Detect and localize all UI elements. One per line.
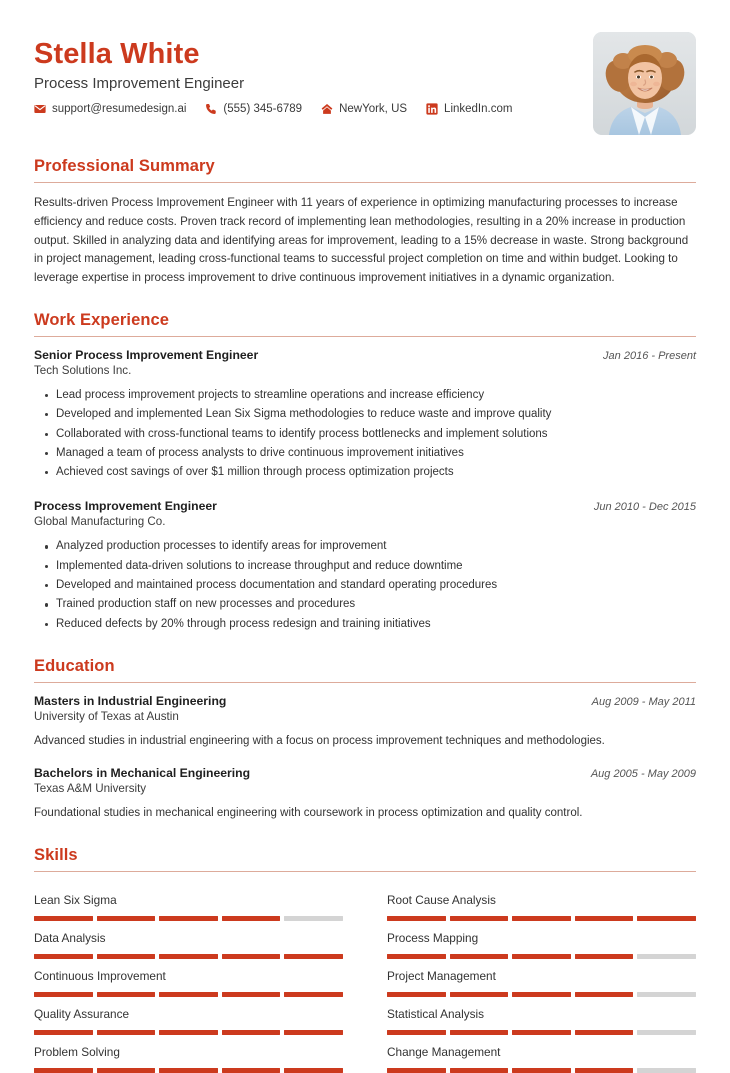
bullet-item: Collaborated with cross-functional teams to identify process bottlenecks and implement solutions [34,425,696,444]
phone-icon [205,103,217,115]
education-entry [34,694,696,750]
work-entry-title: Process Improvement Engineer [34,499,217,514]
work-entry [34,499,696,634]
skill-level-segment [284,1068,343,1073]
contact-location-value: NewYork, US [339,103,408,116]
skill-name: Root Cause Analysis [387,892,496,907]
linkedin-icon [426,103,438,115]
skill-level-segment [159,1068,218,1073]
bullet-item: Implemented data-driven solutions to increase throughput and reduce downtime [34,557,696,576]
skill-name: Quality Assurance [34,1006,130,1021]
bullet-item: Trained production staff on new processes and procedures [34,595,696,614]
skill-name: Process Mapping [387,930,479,945]
avatar [593,32,696,135]
work-entry-organization: Tech Solutions Inc. [34,363,132,377]
skill-item [34,959,343,997]
candidate-job-title: Process Improvement Engineer [34,75,245,93]
section-education [34,657,696,823]
bullet-item: Analyzed production processes to identify areas for improvement [34,537,696,556]
section-skills [34,846,696,1073]
skill-item [387,921,696,959]
skill-item [34,883,343,921]
skill-name: Project Management [387,968,496,983]
section-title-education: Education [34,657,115,676]
work-entry-head [34,348,696,362]
home-icon [321,103,333,115]
skill-item [387,883,696,921]
skill-level-bar [387,1068,696,1073]
bullet-item: Achieved cost savings of over $1 million through process optimization projects [34,463,696,482]
skill-level-segment [97,1068,156,1073]
work-entry-date: Jun 2010 - Dec 2015 [593,501,696,514]
skill-item [387,959,696,997]
contact-phone[interactable] [205,103,302,115]
skill-name: Continuous Improvement [34,968,166,983]
section-title-summary: Professional Summary [34,157,215,175]
skill-name: Data Analysis [34,930,106,945]
work-entry-title: Senior Process Improvement Engineer [34,347,259,362]
education-entry-head [34,694,696,708]
contact-linkedin-value: LinkedIn.com [444,103,513,116]
contact-linkedin[interactable] [426,103,512,115]
resume-header [34,30,696,135]
education-entry [34,766,696,822]
education-entry-date: Aug 2005 - May 2009 [590,768,696,781]
skill-item [34,997,343,1035]
skill-level-segment [34,1068,93,1073]
header-text-block [34,30,512,115]
email-icon [34,103,46,115]
section-divider [34,682,696,683]
skill-name: Statistical Analysis [387,1006,485,1021]
bullet-item: Lead process improvement projects to streamline operations and increase efficiency [34,386,696,405]
education-entry-date: Aug 2009 - May 2011 [591,696,696,709]
education-entry-title: Bachelors in Mechanical Engineering [34,766,251,781]
skill-item [387,1035,696,1073]
skill-level-segment [575,1068,634,1073]
summary-text: Results-driven Process Improvement Engineer with 11 years of experience in optimizing manufacturing processes to increase efficiency and reduce costs. Proven track record of implementing lean methodologies, resulting in a 20% increase in production output. Skilled in analyzing data and identifying areas for improvement, leading to a 15% decrease in waste. Strong background in project management, leading cross-functional teams to successful project completion on time and within budget. Looking to leverage expertise in process improvement to drive continuous improvement initiatives in a dynamic organization. [34,196,689,285]
contact-email[interactable] [34,103,186,115]
section-title-skills: Skills [34,845,78,864]
section-divider [34,871,696,872]
work-entry-head [34,499,696,513]
skills-grid [34,883,696,1073]
skill-level-segment [637,1068,696,1073]
education-entry-description: Foundational studies in mechanical engineering with coursework in process optimization and quality control. [34,807,583,820]
section-divider [34,336,696,337]
contact-phone-value: (555) 345-6789 [223,103,303,116]
skill-level-segment [512,1068,571,1073]
bullet-item: Developed and implemented Lean Six Sigma methodologies to reduce waste and improve quality [34,405,696,424]
work-entry-bullets [34,386,696,483]
skill-item [387,997,696,1035]
section-divider [34,182,696,183]
skill-level-segment [387,1068,446,1073]
candidate-name: Stella White [34,38,200,70]
skill-item [34,921,343,959]
contact-email-value: support@resumedesign.ai [52,103,187,116]
work-entry-bullets [34,537,696,634]
education-entry-title: Masters in Industrial Engineering [34,694,227,709]
work-entry-date: Jan 2016 - Present [603,349,696,362]
skill-name: Problem Solving [34,1044,120,1059]
education-entry-organization: University of Texas at Austin [34,710,179,724]
education-entry-organization: Texas A&M University [34,782,147,796]
education-entry-head [34,766,696,780]
skill-level-bar [34,1068,343,1073]
skill-name: Change Management [387,1044,501,1059]
skill-name: Lean Six Sigma [34,892,117,907]
work-entry-organization: Global Manufacturing Co. [34,515,166,529]
skill-level-segment [222,1068,281,1073]
work-entry [34,348,696,483]
section-title-work: Work Experience [34,310,170,329]
bullet-item: Developed and maintained process documentation and standard operating procedures [34,576,696,595]
bullet-item: Managed a team of process analysts to drive continuous improvement initiatives [34,444,696,463]
skill-item [34,1035,343,1073]
education-entry-description: Advanced studies in industrial engineering with a focus on process improvement techniques and methodologies. [34,735,605,748]
contact-row [34,103,512,115]
bullet-item: Reduced defects by 20% through process redesign and training initiatives [34,615,696,634]
section-work-experience [34,311,696,634]
contact-location[interactable] [321,103,407,115]
section-professional-summary [34,157,696,288]
skill-level-segment [450,1068,509,1073]
